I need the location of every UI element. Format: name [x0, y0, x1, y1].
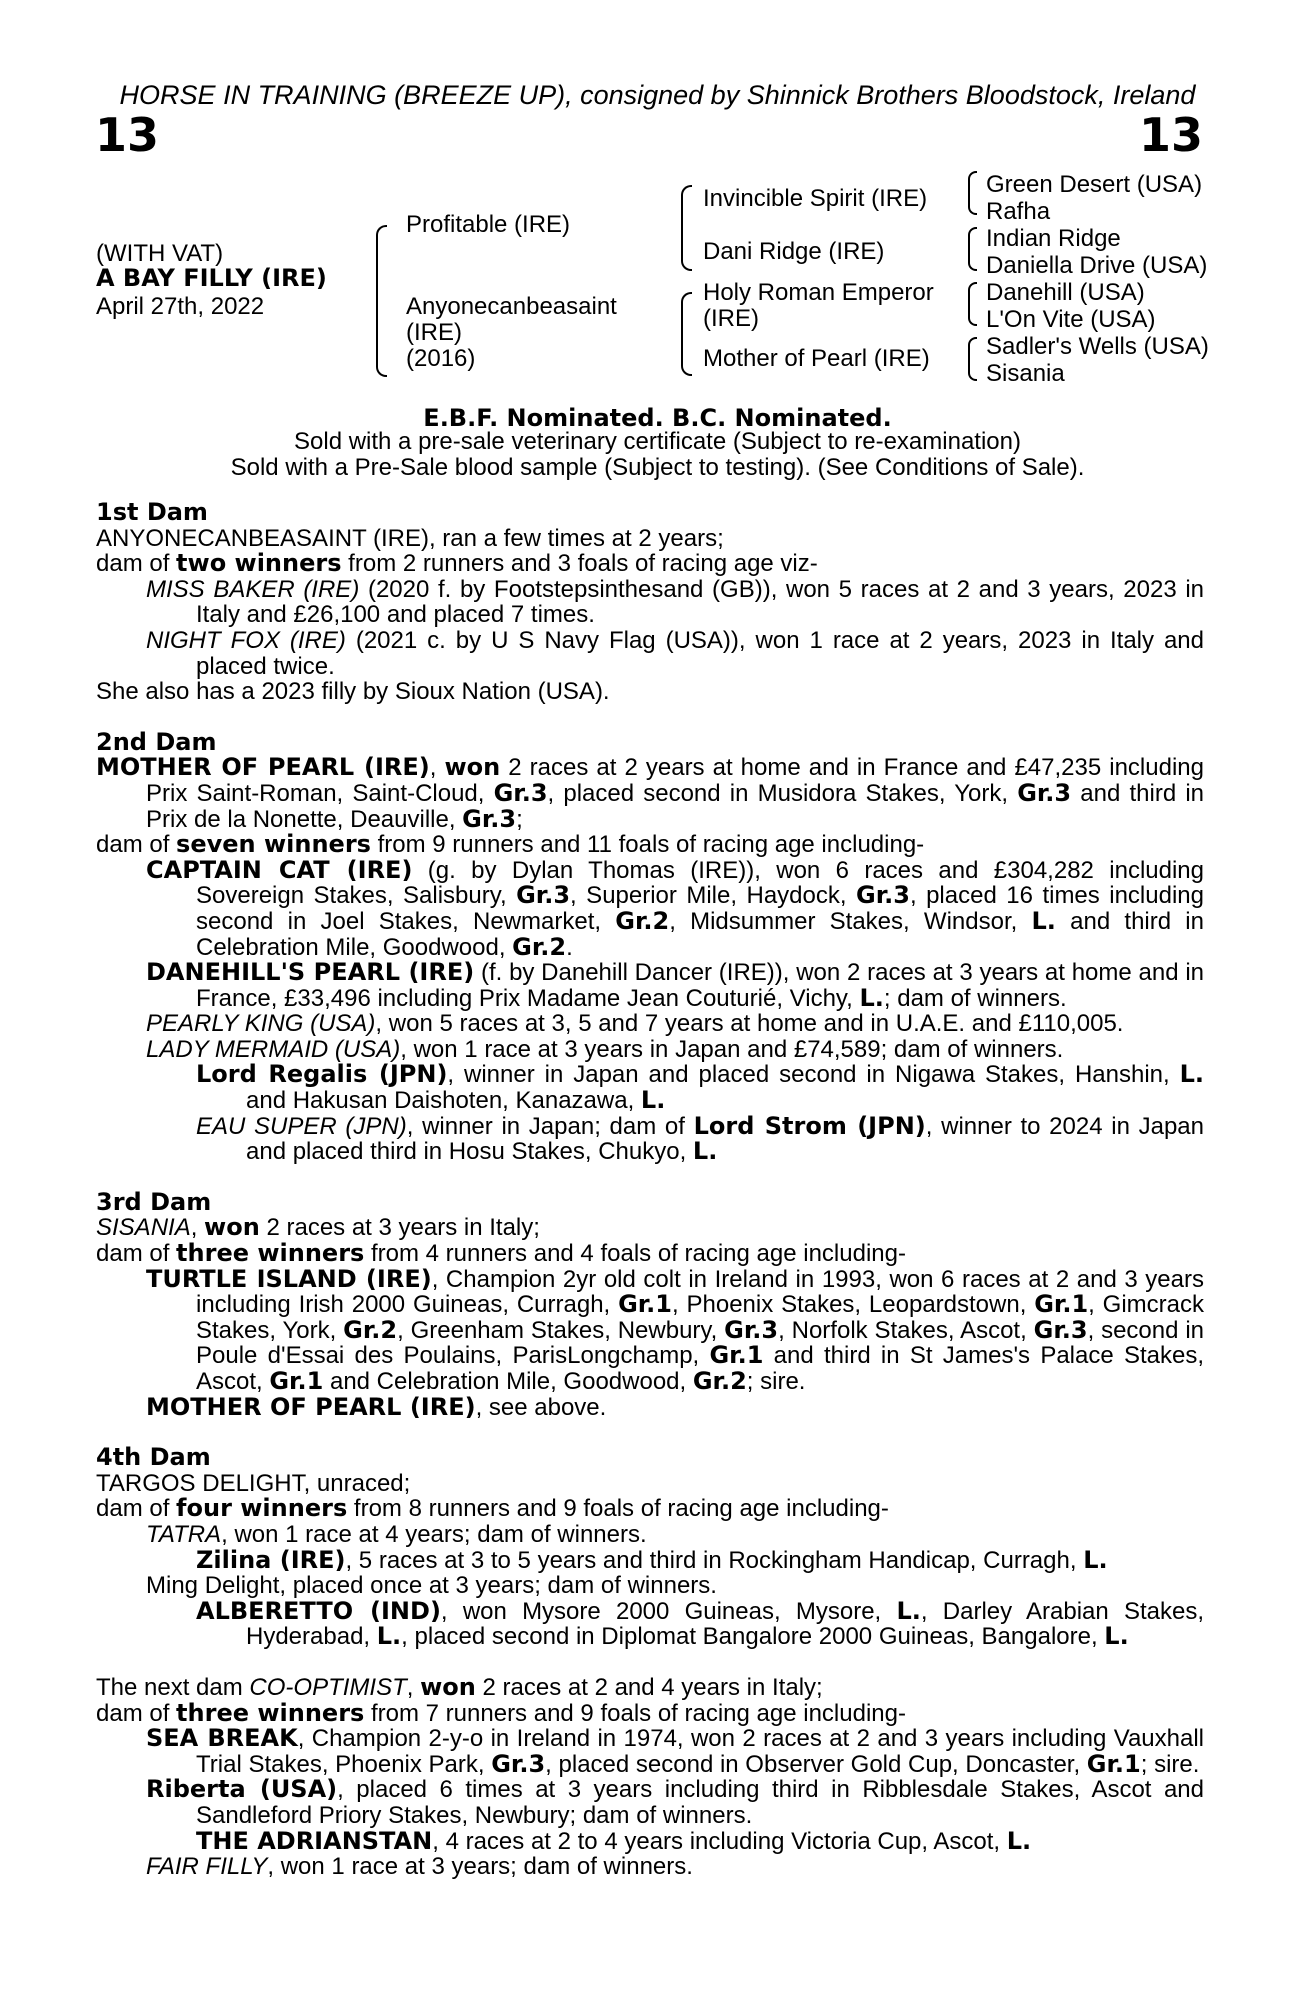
text-run: , placed second in Musidora Stakes, York,: [547, 779, 1018, 807]
catalogue-header: HORSE IN TRAINING (BREEZE UP), consigned by Shinnick Brothers Bloodstock, Ireland: [119, 80, 1196, 110]
text-run: and third in Prix de la Nonette, Deauville,: [146, 779, 1204, 833]
bold-text-run: Gr.1: [709, 1341, 764, 1370]
g3-ancestor-3: Indian Ridge: [986, 225, 1121, 252]
bold-text-run: Gr.1: [1086, 1749, 1141, 1778]
pedigree-brace-sire: [681, 185, 692, 271]
text-run: , Superior Mile, Haydock,: [570, 882, 857, 910]
text-run: , won 1 race at 3 years in Japan and £74,589; dam of winners.: [400, 1035, 1064, 1063]
bold-text-run: Lord Strom (JPN): [693, 1111, 926, 1140]
bold-text-run: THE ADRIANSTAN: [196, 1826, 433, 1855]
text-run: ; sire.: [746, 1368, 806, 1395]
bold-text-run: L.: [1179, 1060, 1205, 1089]
text-run: TARGOS DELIGHT, unraced;: [96, 1469, 411, 1497]
lot-number-left: 13: [95, 108, 160, 162]
text-run: , second in Poule d'Essai des Poulains, ParisLongchamp,: [196, 1316, 1205, 1370]
text-run: , Greenham Stakes, Newbury,: [397, 1316, 725, 1344]
text-run: , winner in Japan; dam of: [406, 1112, 694, 1140]
text-run: from 7 runners and 9 foals of racing age including-: [364, 1699, 906, 1727]
pedigree-brace-g2: [968, 227, 977, 271]
text-run: dam of: [96, 1495, 177, 1523]
bold-text-run: won: [444, 753, 501, 782]
bold-text-run: SEA BREAK: [146, 1724, 298, 1753]
text-run: The next dam: [96, 1673, 250, 1701]
italic-text-run: FAIR FILLY: [146, 1853, 268, 1881]
bold-text-run: L.: [859, 983, 884, 1012]
pedigree-entry: [96, 1726, 1204, 1777]
pedigree-entry: [96, 1777, 1204, 1828]
pedigree-entry: [96, 832, 1204, 858]
text-run: and third in St James's Palace Stakes, Ascot,: [196, 1342, 1204, 1395]
foaling-date: April 27th, 2022: [96, 293, 265, 320]
pedigree-entry: [96, 1264, 1205, 1395]
text-run: from 8 runners and 9 foals of racing age including-: [347, 1495, 889, 1523]
text-run: , 4 races at 2 to 4 years including Victoria Cup, Ascot,: [432, 1827, 1007, 1855]
dam-section: [96, 1187, 1205, 1421]
pedigree-entry: [96, 577, 1204, 628]
bold-text-run: Gr.2: [512, 932, 567, 961]
text-run: (f. by Danehill Dancer (IRE)), won 2 races at 3 years at home and in France, £33,496 including Prix Madame Jean Couturié, Vichy,: [196, 959, 1204, 1012]
bold-text-run: TURTLE ISLAND (IRE): [146, 1264, 432, 1293]
bold-text-run: seven winners: [176, 830, 371, 859]
pedigree-entry: [96, 1111, 1204, 1166]
dam-section: [96, 1672, 1205, 1881]
dam-sire-line1: Holy Roman Emperor: [703, 279, 934, 306]
pedigree-entry: [96, 526, 1204, 552]
bold-text-run: Zilina (IRE): [196, 1545, 346, 1574]
text-run: , placed 16 times including second in Joel Stakes, Newmarket,: [196, 882, 1204, 935]
text-run: ,: [406, 1673, 421, 1701]
dam-dam-name: Mother of Pearl (IRE): [703, 345, 930, 372]
pedigree-entry: [96, 1672, 1204, 1701]
pedigree-entry: [96, 960, 1204, 1011]
pedigree-entry: [96, 755, 1204, 832]
g3-ancestor-1: Green Desert (USA): [986, 171, 1203, 198]
dam-section: [96, 500, 1204, 705]
vet-certificate-note: Sold with a pre-sale veterinary certificate (Subject to re-examination): [294, 428, 1021, 455]
text-run: , Champion 2yr old colt in Ireland in 1993, won 6 races at 2 and 3 years including Irish 2000 Guineas, Curragh,: [196, 1265, 1204, 1319]
pedigree-entry: [96, 1698, 1204, 1727]
text-run: ANYONECANBEASAINT (IRE), ran a few times at 2 years;: [96, 524, 724, 552]
bold-text-run: won: [204, 1213, 260, 1242]
pedigree-brace-dam: [681, 292, 692, 376]
text-run: , placed second in Diplomat Bangalore 2000 Guineas, Bangalore,: [401, 1623, 1105, 1651]
text-run: , Champion 2-y-o in Ireland in 1974, won 2 races at 2 and 3 years including Vauxhall Trial Stakes, Phoenix Park,: [196, 1725, 1205, 1778]
pedigree-entry: [96, 1826, 1204, 1855]
text-run: , 5 races at 3 to 5 years and third in Rockingham Handicap, Curragh,: [345, 1546, 1084, 1574]
bold-text-run: ALBERETTO (IND): [196, 1596, 441, 1625]
text-run: , Gimcrack Stakes, York,: [196, 1291, 1204, 1344]
text-run: , placed 6 times at 3 years including third in Ribblesdale Stakes, Ascot and Sandleford Priory Stakes, Newbury; dam of winners.: [196, 1776, 1205, 1829]
bold-text-run: Gr.3: [462, 804, 517, 833]
bold-text-run: DANEHILL'S PEARL (IRE): [146, 958, 475, 987]
bold-text-run: four winners: [176, 1494, 348, 1523]
nominations: E.B.F. Nominated. B.C. Nominated.: [423, 404, 892, 432]
text-run: (2020 f. by Footstepsinthesand (GB)), won 5 races at 2 and 3 years, 2023 in Italy and £26,100 and placed 7 times.: [196, 575, 1204, 629]
italic-text-run: CO-OPTIMIST: [249, 1673, 407, 1701]
bold-text-run: Gr.3: [1017, 778, 1072, 807]
bold-text-run: three winners: [176, 1239, 365, 1268]
text-run: dam of: [96, 831, 177, 859]
pedigree-entry: [96, 1241, 1204, 1267]
text-run: ; sire.: [1140, 1750, 1200, 1778]
dam-section: [96, 1445, 1204, 1650]
bold-text-run: Gr.3: [493, 778, 548, 807]
italic-text-run: NIGHT FOX (IRE): [146, 626, 346, 654]
text-run: ; dam of winners.: [883, 984, 1067, 1012]
pedigree-entry: [96, 1522, 1204, 1548]
dam-name-line3: (2016): [406, 345, 476, 372]
text-run: , see above.: [475, 1393, 607, 1421]
text-run: .: [566, 933, 573, 961]
italic-text-run: LADY MERMAID (USA): [146, 1035, 401, 1063]
pedigree-entry: [96, 1496, 1204, 1522]
text-run: and Celebration Mile, Goodwood,: [323, 1368, 693, 1395]
produce-record: [96, 500, 1204, 1880]
text-run: 2 races at 3 years in Italy;: [259, 1214, 540, 1242]
bold-text-run: L.: [1083, 1545, 1108, 1574]
bold-text-run: Lord Regalis (JPN): [196, 1060, 448, 1089]
text-run: 2 races at 2 years at home and in France and £47,235 including Prix Saint-Roman, Saint-Cloud,: [146, 754, 1204, 807]
bold-text-run: two winners: [176, 549, 342, 578]
pedigree-entry: [96, 1854, 1204, 1880]
italic-text-run: TATRA: [146, 1520, 222, 1548]
bold-text-run: Gr.1: [1034, 1290, 1089, 1319]
text-run: , won 1 race at 4 years; dam of winners.: [221, 1520, 647, 1548]
sire-name: Profitable (IRE): [406, 211, 571, 238]
vat-label: (WITH VAT): [96, 240, 224, 267]
g3-ancestor-8: Sisania: [986, 360, 1065, 387]
lot-number-right: 13: [1138, 108, 1203, 162]
italic-text-run: EAU SUPER (JPN): [196, 1112, 407, 1140]
bold-text-run: L.: [376, 1622, 402, 1651]
bold-text-run: L.: [640, 1086, 666, 1115]
bold-text-run: Gr.1: [618, 1290, 672, 1319]
bold-text-run: L.: [1104, 1622, 1129, 1651]
pedigree-entry: [96, 1062, 1204, 1113]
section-heading: 2nd Dam: [96, 727, 217, 756]
text-run: and Hakusan Daishoten, Kanazawa,: [246, 1087, 641, 1115]
dam-name-line1: Anyonecanbeasaint: [406, 293, 617, 320]
text-run: 2 races at 2 and 4 years in Italy;: [475, 1673, 823, 1701]
pedigree-entry: [96, 1545, 1204, 1574]
text-run: dam of: [96, 550, 177, 578]
bold-text-run: L.: [692, 1137, 718, 1166]
bold-text-run: Riberta (USA): [146, 1775, 338, 1804]
text-run: ;: [516, 805, 523, 833]
text-run: , won 5 races at 3, 5 and 7 years at home and in U.A.E. and £110,005.: [375, 1010, 1124, 1038]
text-run: , winner in Japan and placed second in Nigawa Stakes, Hanshin,: [447, 1061, 1180, 1089]
text-run: Ming Delight, placed once at 3 years; dam of winners.: [146, 1572, 717, 1600]
bold-text-run: Gr.2: [343, 1315, 398, 1344]
dam-sire-line2: (IRE): [703, 305, 759, 332]
text-run: , won Mysore 2000 Guineas, Mysore,: [440, 1597, 897, 1625]
dam-section: [96, 727, 1205, 1166]
text-run: from 4 runners and 4 foals of racing age including-: [364, 1240, 906, 1268]
pedigree-entry: [96, 1573, 1204, 1599]
pedigree-brace-main: [376, 225, 387, 377]
bold-text-run: won: [420, 1672, 476, 1701]
text-run: , winner to 2024 in Japan and placed third in Hosu Stakes, Chukyo,: [246, 1112, 1204, 1166]
text-run: , placed second in Observer Gold Cup, Doncaster,: [545, 1750, 1087, 1778]
text-run: She also has a 2023 filly by Sioux Nation (USA).: [96, 678, 610, 706]
text-run: , Midsummer Stakes, Windsor,: [669, 907, 1032, 935]
bold-text-run: L.: [896, 1596, 921, 1625]
text-run: (2021 c. by U S Navy Flag (USA)), won 1 race at 2 years, 2023 in Italy and placed twice.: [196, 626, 1204, 680]
bold-text-run: MOTHER OF PEARL (IRE): [146, 1392, 476, 1421]
bold-text-run: Gr.2: [692, 1367, 747, 1395]
sire-sire-name: Invincible Spirit (IRE): [703, 185, 928, 212]
pedigree-entry: [96, 1392, 1204, 1421]
pedigree-brace-g1: [968, 171, 977, 215]
bold-text-run: Gr.3: [491, 1749, 546, 1778]
bold-text-run: MOTHER OF PEARL (IRE): [96, 753, 430, 782]
pedigree-entry: [96, 1596, 1205, 1651]
text-run: , Darley Arabian Stakes, Hyderabad,: [246, 1597, 1205, 1651]
pedigree-entry: [96, 679, 1204, 705]
section-heading: 1st Dam: [96, 498, 208, 526]
g3-ancestor-7: Sadler's Wells (USA): [986, 333, 1209, 360]
g3-ancestor-4: Daniella Drive (USA): [986, 252, 1208, 279]
bold-text-run: CAPTAIN CAT (IRE): [146, 855, 413, 884]
bold-text-run: L.: [1031, 906, 1056, 935]
bold-text-run: Gr.1: [269, 1367, 324, 1395]
pedigree-entry: [96, 855, 1204, 961]
horse-name: A BAY FILLY (IRE): [96, 264, 327, 292]
bold-text-run: Gr.2: [615, 906, 670, 935]
pedigree-entry: [96, 551, 1204, 577]
pedigree-entry: [96, 1215, 1204, 1241]
text-run: and third in Celebration Mile, Goodwood,: [196, 907, 1204, 961]
pedigree-entry: [96, 628, 1204, 679]
italic-text-run: PEARLY KING (USA): [146, 1010, 376, 1038]
sire-dam-name: Dani Ridge (IRE): [703, 238, 885, 265]
italic-text-run: SISANIA: [96, 1214, 191, 1242]
text-run: , won 1 race at 3 years; dam of winners.: [267, 1853, 693, 1881]
text-run: , Norfolk Stakes, Ascot,: [778, 1316, 1034, 1344]
text-run: from 9 runners and 11 foals of racing age including-: [370, 831, 925, 859]
pedigree-brace-g3: [968, 282, 977, 326]
section-heading: 4th Dam: [96, 1443, 211, 1472]
pedigree-brace-g4: [968, 337, 977, 381]
bold-text-run: L.: [1006, 1826, 1032, 1855]
text-run: ,: [190, 1214, 205, 1242]
text-run: dam of: [96, 1699, 177, 1727]
blood-sample-note: Sold with a Pre-Sale blood sample (Subject to testing). (See Conditions of Sale).: [230, 454, 1085, 481]
g3-ancestor-6: L'On Vite (USA): [986, 306, 1156, 333]
g3-ancestor-2: Rafha: [986, 198, 1051, 225]
text-run: (g. by Dylan Thomas (IRE)), won 6 races and £304,282 including Sovereign Stakes, Salisbury,: [196, 856, 1204, 910]
text-run: , Phoenix Stakes, Leopardstown,: [672, 1291, 1035, 1319]
g3-ancestor-5: Danehill (USA): [986, 279, 1145, 306]
bold-text-run: Gr.3: [1033, 1315, 1088, 1344]
bold-text-run: Gr.3: [724, 1315, 779, 1344]
text-run: from 2 runners and 3 foals of racing age viz-: [341, 550, 818, 578]
bold-text-run: Gr.3: [856, 881, 910, 910]
dam-name-line2: (IRE): [406, 319, 462, 346]
pedigree-entry: [96, 1471, 1204, 1497]
bold-text-run: three winners: [176, 1698, 365, 1727]
bold-text-run: Gr.3: [516, 881, 571, 910]
section-heading: 3rd Dam: [96, 1187, 212, 1216]
text-run: dam of: [96, 1240, 177, 1268]
text-run: ,: [429, 754, 445, 782]
pedigree-entry: [96, 1011, 1204, 1037]
italic-text-run: MISS BAKER (IRE): [146, 575, 360, 603]
pedigree-entry: [96, 1037, 1204, 1063]
